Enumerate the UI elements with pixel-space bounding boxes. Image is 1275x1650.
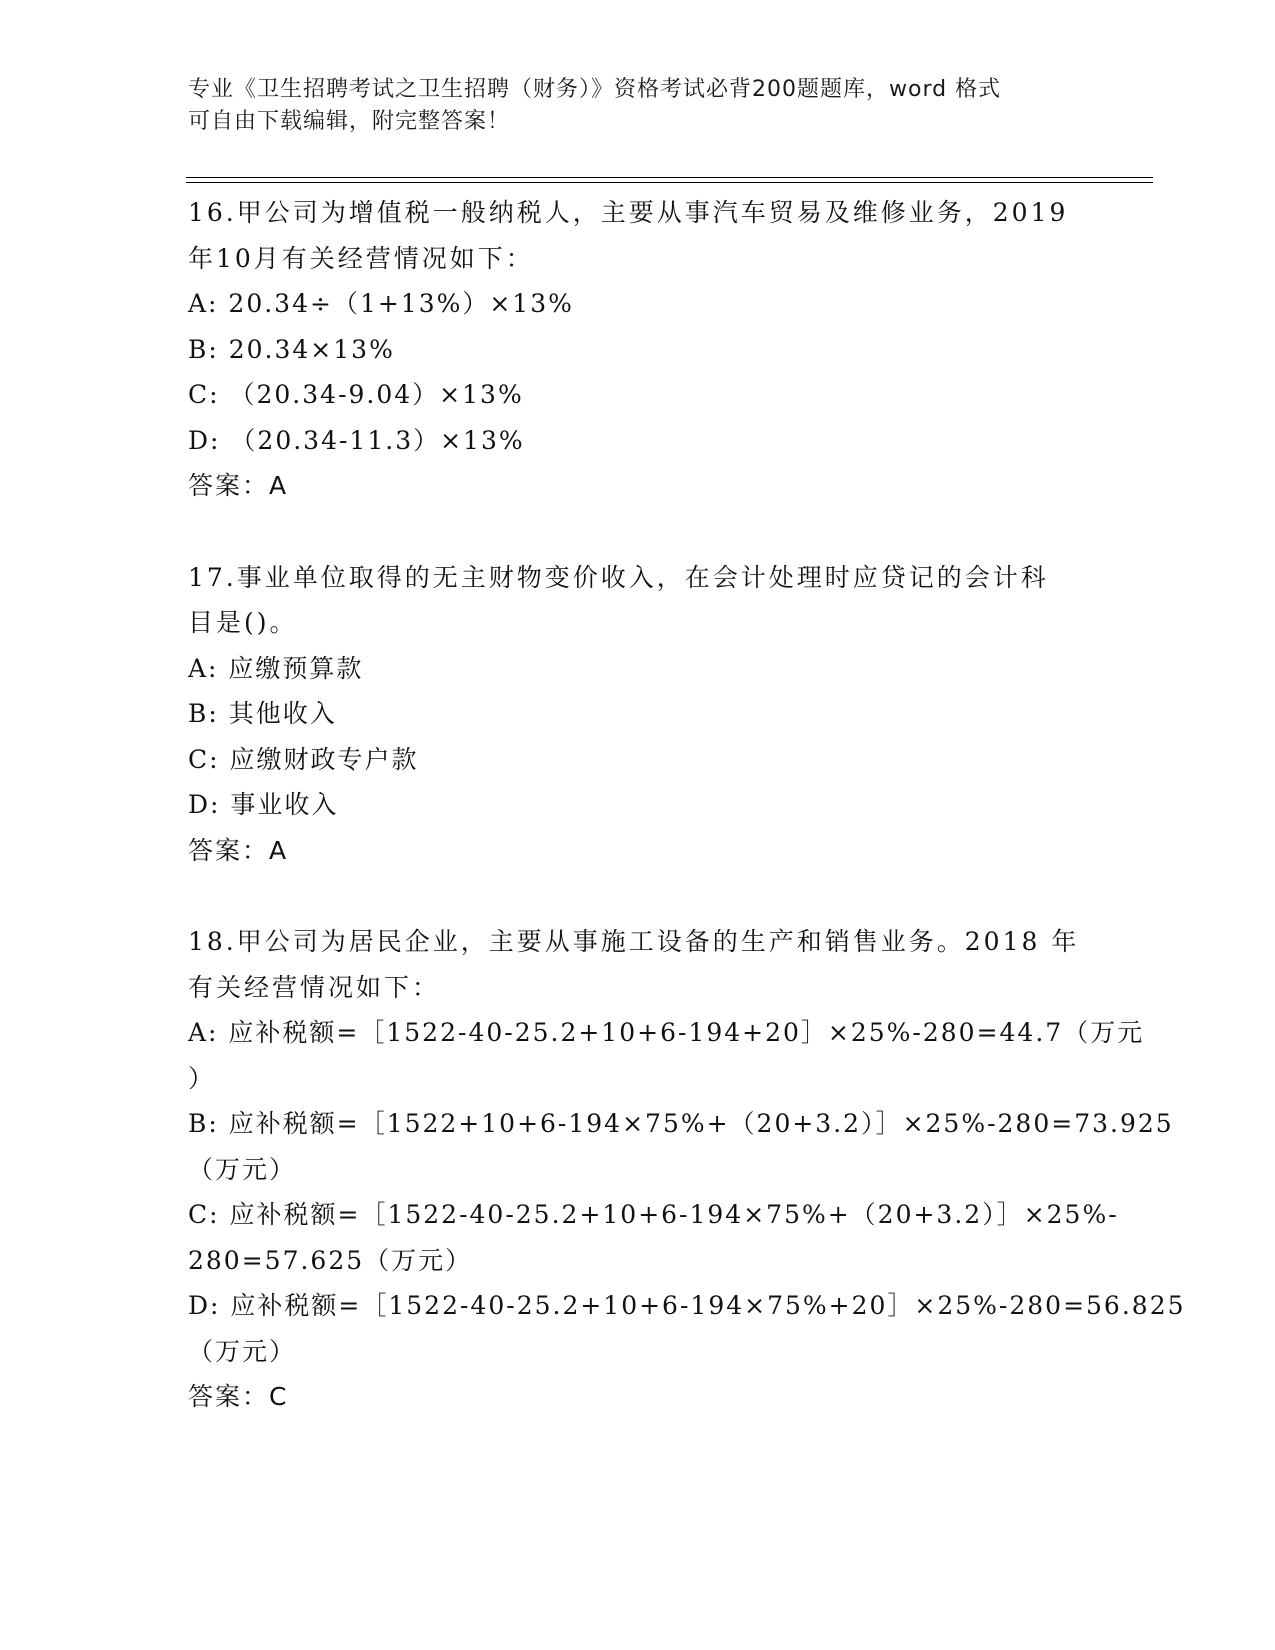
answer-label: 答案：A bbox=[188, 835, 289, 865]
question-text-line: 有关经营情况如下： bbox=[188, 972, 441, 1002]
option-b-continued: （万元） bbox=[188, 1154, 297, 1184]
header-rule-bottom bbox=[186, 182, 1153, 183]
question-text-line: 目是()。 bbox=[188, 608, 298, 637]
option-a-continued: ） bbox=[188, 1063, 216, 1093]
question-text-line: 18.甲公司为居民企业，主要从事施工设备的生产和销售业务。2018 年 bbox=[188, 927, 1080, 956]
option-b: B: 其他收入 bbox=[188, 699, 337, 728]
answer-label: 答案：A bbox=[188, 471, 289, 500]
option-b: B: 20.34×13% bbox=[188, 334, 395, 364]
option-b: B: 应补税额=［1522+10+6-194×75%+（20+3.2）］×25%-280=73.925 bbox=[188, 1109, 1174, 1138]
header-rule-top bbox=[186, 177, 1153, 178]
option-a: A: 应补税额=［1522-40-25.2+10+6-194+20］×25%-280=44.7（万元 bbox=[188, 1018, 1145, 1047]
question-list bbox=[188, 190, 1186, 1466]
document-header bbox=[188, 74, 1088, 138]
option-a: A: 20.34÷（1+13%）×13% bbox=[188, 289, 574, 318]
question-text-line: 年10月有关经营情况如下： bbox=[188, 243, 534, 273]
header-line-2: 可自由下载编辑，附完整答案！ bbox=[188, 109, 511, 134]
question-17 bbox=[188, 555, 1088, 874]
question-16 bbox=[188, 190, 1088, 509]
question-text-line: 17.事业单位取得的无主财物变价收入，在会计处理时应贷记的会计科 bbox=[188, 562, 1049, 592]
question-18 bbox=[188, 919, 1186, 1420]
option-d: D: 事业收入 bbox=[188, 790, 339, 819]
question-text-line: 16.甲公司为增值税一般纳税人，主要从事汽车贸易及维修业务，2019 bbox=[188, 198, 1069, 227]
header-line-1: 专业《卫生招聘考试之卫生招聘（财务）》资格考试必背200题题库，word 格式 bbox=[188, 77, 1002, 102]
option-d: D: （20.34-11.3）×13% bbox=[188, 425, 525, 455]
answer-label: 答案：C bbox=[188, 1382, 289, 1411]
option-c: C: 应缴财政专户款 bbox=[188, 744, 419, 774]
option-a: A: 应缴预算款 bbox=[188, 653, 364, 683]
option-c: C: 应补税额=［1522-40-25.2+10+6-194×75%+（20+3.2）］×25%- bbox=[188, 1200, 1119, 1229]
option-d-continued: （万元） bbox=[188, 1336, 297, 1366]
option-c-continued: 280=57.625（万元） bbox=[188, 1245, 473, 1275]
option-d: D: 应补税额=［1522-40-25.2+10+6-194×75%+20］×25%-280=56.825 bbox=[188, 1291, 1186, 1320]
option-c: C: （20.34-9.04）×13% bbox=[188, 380, 524, 409]
